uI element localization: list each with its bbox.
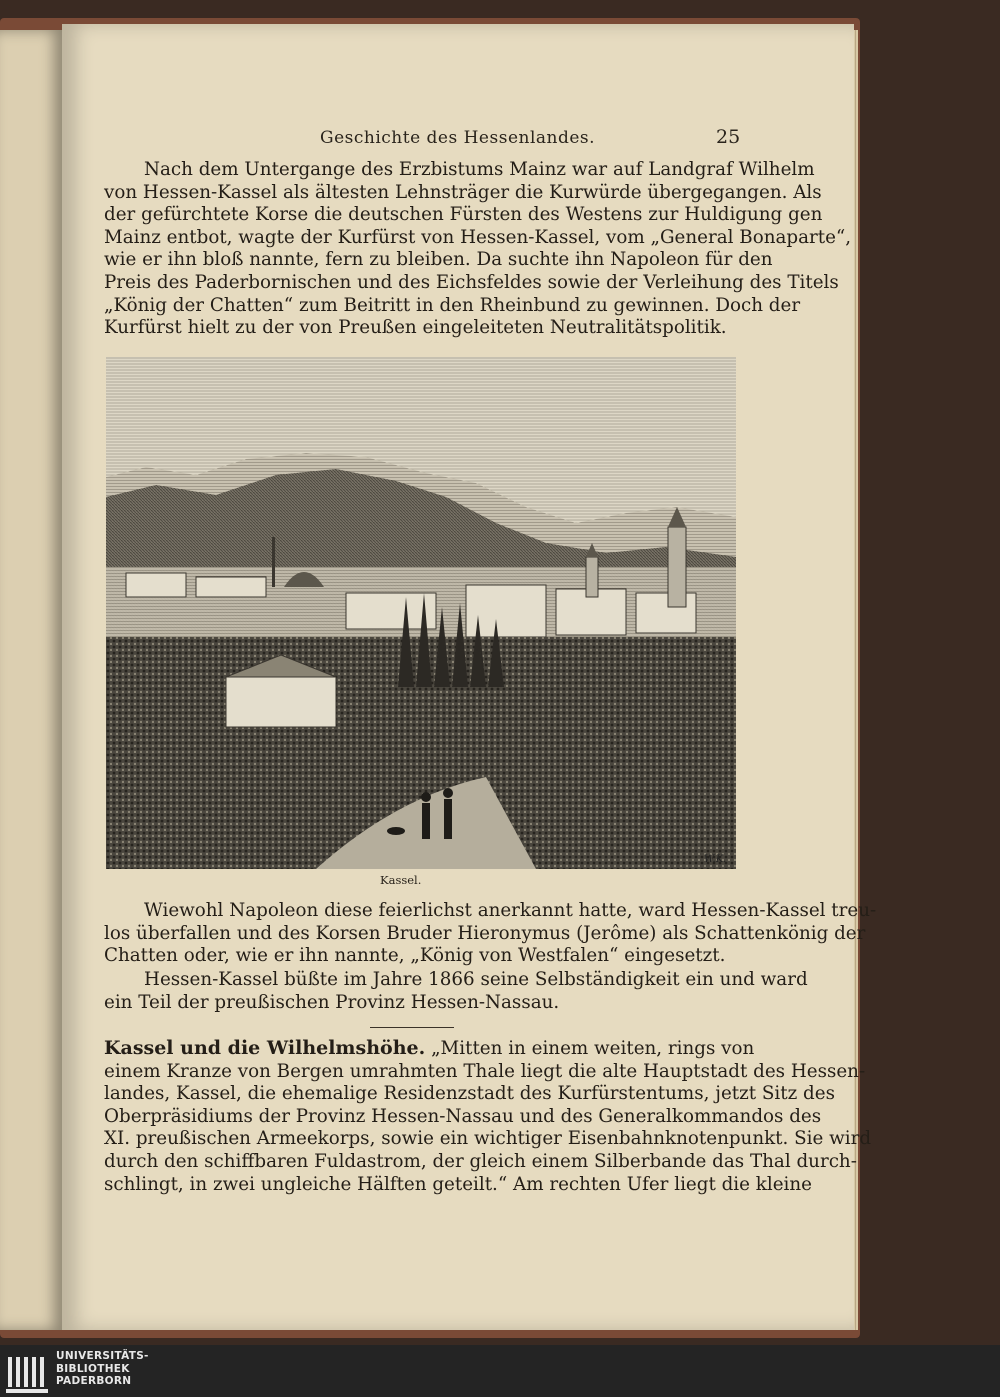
text-line: durch den schiffbaren Fuldastrom, der gleich einem Silberbande das Thal durch- [104, 1150, 857, 1172]
section-first-line [104, 1037, 755, 1061]
text-fragment: „Mitten in einem weiten, rings von [431, 1038, 755, 1059]
text-line: Mainz entbot, wagte der Kurfürst von Hessen-Kassel, vom „General Bonaparte“, [104, 226, 852, 248]
section-divider [370, 1027, 454, 1028]
text-line: Oberpräsidiums der Provinz Hessen-Nassau und des Generalkommandos des [104, 1105, 822, 1127]
text-line: von Hessen-Kassel als ältesten Lehnsträger die Kurwürde übergegangen. Als [104, 181, 822, 203]
paragraph-1866 [104, 969, 808, 1014]
library-footer [0, 1345, 1000, 1397]
text-line: Preis des Paderbornischen und des Eichsfeldes sowie der Verleihung des Titels [104, 271, 839, 293]
text-line: Nach dem Untergange des Erzbistums Mainz war auf Landgraf Wilhelm [144, 159, 815, 180]
text-line: landes, Kassel, die ehemalige Residenzstadt des Kurfürstentums, jetzt Sitz des [104, 1083, 835, 1105]
text-line: wie er ihn bloß nannte, fern zu bleiben. Da suchte ihn Napoleon für den [104, 249, 773, 271]
text-line: der gefürchtete Korse die deutschen Fürsten des Westens zur Huldigung gen [104, 204, 823, 226]
left-page [0, 30, 62, 1330]
text-line: „König der Chatten“ zum Beitritt in den Rheinbund zu gewinnen. Doch der [104, 294, 801, 316]
text-line: schlingt, in zwei ungleiche Hälften geteilt.“ Am rechten Ufer liegt die kleine [104, 1173, 812, 1195]
text-line: einem Kranze von Bergen umrahmten Thale liegt die alte Hauptstadt des Hessen- [104, 1060, 866, 1082]
library-name [56, 1350, 149, 1388]
page-number: 25 [716, 126, 741, 148]
text-line: ein Teil der preußischen Provinz Hessen-Nassau. [104, 991, 560, 1013]
paragraph-napoleon [104, 159, 852, 340]
running-head: Geschichte des Hessenlandes. [320, 128, 596, 148]
illustration-caption: Kassel. [380, 873, 422, 887]
library-name-line: BIBLIOTHEK [56, 1362, 130, 1375]
section-heading: Kassel und die Wilhelmshöhe. [104, 1037, 426, 1059]
artist-signature: W.K. [704, 854, 727, 865]
text-line: XI. preußischen Armeekorps, sowie ein wichtiger Eisenbahnknotenpunkt. Sie wird [104, 1128, 872, 1150]
library-name-line: PADERBORN [56, 1375, 132, 1388]
paragraph-jerome [104, 900, 877, 968]
library-logo-icon [6, 1349, 48, 1395]
kassel-engraving [106, 357, 736, 869]
kassel-landscape-illustration [106, 357, 736, 869]
text-line: los überfallen und des Korsen Bruder Hieronymus (Jerôme) als Schattenkönig der [104, 922, 866, 944]
library-name-line: UNIVERSITÄTS- [56, 1350, 149, 1362]
text-line: Hessen-Kassel büßte im Jahre 1866 seine Selbständigkeit ein und ward [144, 969, 808, 990]
right-page [62, 24, 877, 1330]
text-line: Kurfürst hielt zu der von Preußen eingeleiteten Neutralitätspolitik. [104, 317, 727, 339]
text-line: Chatten oder, wie er ihn nannte, „König von Westfalen“ eingesetzt. [104, 945, 726, 967]
text-line: Wiewohl Napoleon diese feierlichst anerkannt hatte, ward Hessen-Kassel treu- [144, 900, 877, 921]
section-kassel-wilhelmshoehe [104, 1037, 872, 1196]
